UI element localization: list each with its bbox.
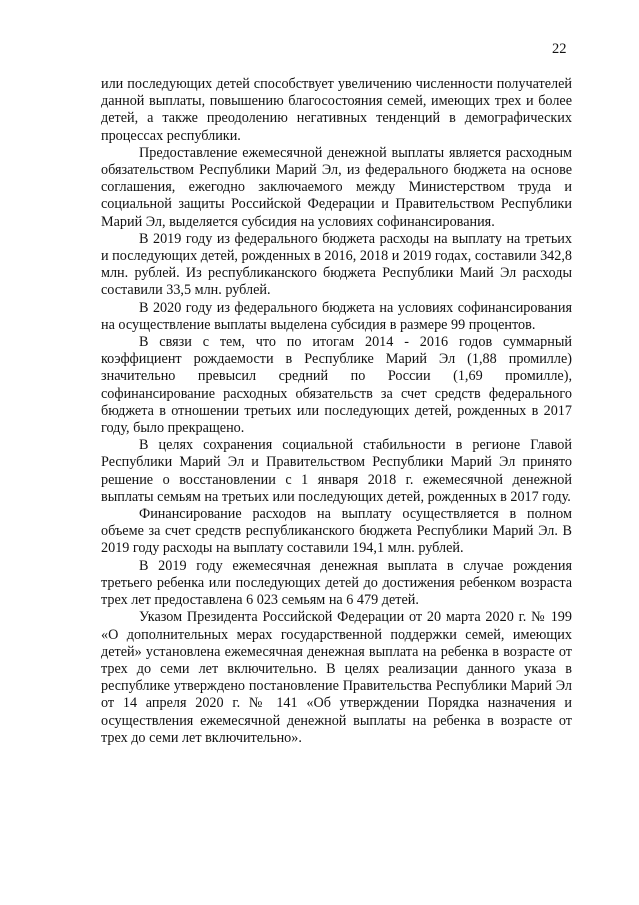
paragraph-restoration-decision: В целях сохранения социальной стабильности в регионе Главой Республики Марий Эл и Правительством Республики Марий Эл принято решение о восстановлении с 1 января 2018 г. ежемесячной денежной выплаты семьям на третьих или последующих детей, рожденных в 2017 году.: [101, 437, 572, 505]
paragraph-2019-recipients: В 2019 году ежемесячная денежная выплата в случае рождения третьего ребенка или последующих детей до достижения ребенком возраста трех лет предоставлена 6 023 семьям на 6 479 детей.: [101, 557, 572, 609]
paragraph-financing: Финансирование расходов на выплату осуществляется в полном объеме за счет средств республиканского бюджета Республики Марий Эл. В 2019 году расходы на выплату составили 194,1 млн. рублей.: [101, 506, 572, 557]
paragraph-2019-expenses: В 2019 году из федерального бюджета расходы на выплату на третьих и последующих детей, рожденных в 2016, 2018 и 2019 годах, составили 342,8 млн. рублей. Из республиканского бюджета Республики Маий Эл расходы составили 33,5 млн. рублей.: [101, 230, 572, 299]
paragraph-birth-rate: В связи с тем, что по итогам 2014 - 2016 годов суммарный коэффициент рождаемости в Республике Марий Эл (1,88 промилле) значительно превысил средний по России (1,69 промилле), софинансирование расходных обязательств за счет средств федерального бюджета в отношении третьих или последующих детей, рожденных в 2017 году, было прекращено.: [101, 334, 572, 437]
page-number: 22: [552, 41, 567, 57]
paragraph-subsidy-obligation: Предоставление ежемесячной денежной выплаты является расходным обязательством Республики Марий Эл, из федерального бюджета на основе соглашения, ежегодно заключаемого между Министерством труда и социальной защиты Российской Федерации и Правительством Республики Марий Эл, выделяется субсидия на условиях софинансирования.: [101, 144, 572, 230]
document-body: [101, 76, 572, 747]
paragraph-presidential-decree: Указом Президента Российской Федерации от 20 марта 2020 г. № 199 «О дополнительных мерах государственной поддержки семей, имеющих детей» установлена ежемесячная денежная выплата на ребенка в возрасте от трех до семи лет включительно. В целях реализации данного указа в республике утверждено постановление Правительства Республики Марий Эл от 14 апреля 2020 г. № 141 «Об утверждении Порядка назначения и осуществления ежемесячной денежной выплаты на ребенка в возрасте от трех до семи лет включительно».: [101, 609, 572, 746]
paragraph-continuation: или последующих детей способствует увеличению численности получателей данной выплаты, повышению благосостояния семей, имеющих трех и более детей, а также преодолению негативных тенденций в демографических процессах республики.: [101, 76, 572, 144]
paragraph-2020-subsidy: В 2020 году из федерального бюджета на условиях софинансирования на осуществление выплаты выделена субсидия в размере 99 процентов.: [101, 299, 572, 333]
